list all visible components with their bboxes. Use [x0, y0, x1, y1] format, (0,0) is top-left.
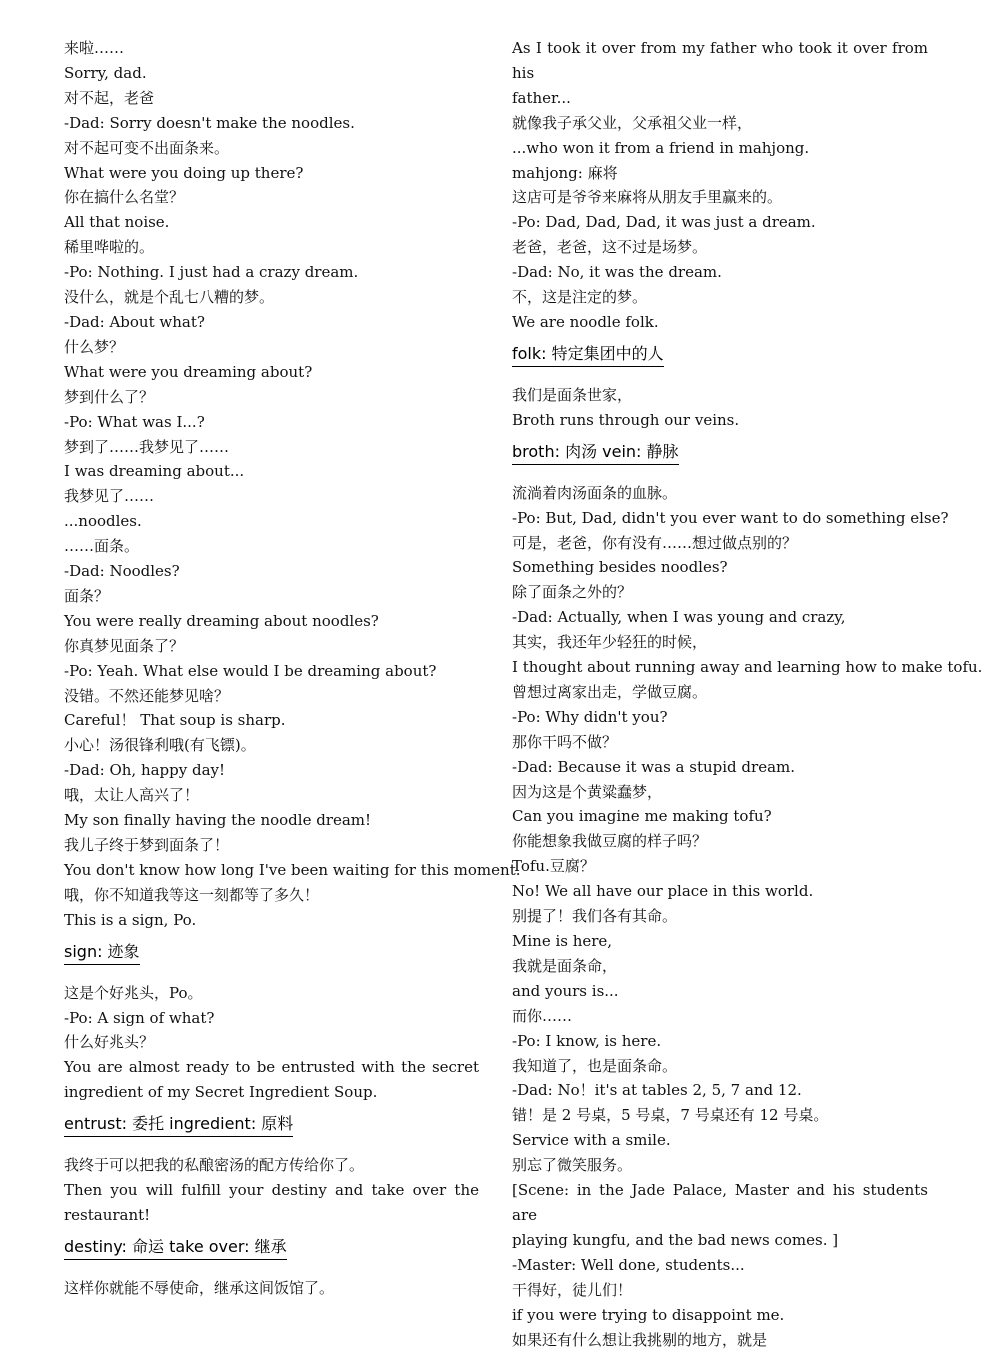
text-line: 没什么，就是个乱七八糟的梦。: [64, 285, 479, 310]
text-line: 来啦……: [64, 36, 479, 61]
text-line: ...who won it from a friend in mahjong.: [512, 136, 928, 161]
vocab-note-text: entrust: 委托 ingredient: 原料: [64, 1113, 293, 1137]
text-line: 什么好兆头？: [64, 1030, 479, 1055]
text-line: -Po: What was I...?: [64, 410, 479, 435]
vocab-note-text: folk: 特定集团中的人: [512, 343, 664, 367]
text-line: I thought about running away and learning how to make tofu.: [512, 655, 928, 680]
text-line: 那你干吗不做？: [512, 730, 928, 755]
vocab-note-text: sign: 迹象: [64, 941, 140, 965]
text-line: -Master: Well done, students...: [512, 1253, 928, 1278]
text-line: 你能想象我做豆腐的样子吗？: [512, 829, 928, 854]
text-line: father...: [512, 86, 928, 111]
text-line: 可是，老爸，你有没有……想过做点别的？: [512, 531, 928, 556]
text-line: 别提了！我们各有其命。: [512, 904, 928, 929]
text-line: if you were trying to disappoint me.: [512, 1303, 928, 1328]
text-line: 你真梦见面条了？: [64, 634, 479, 659]
text-line: Tofu.豆腐？: [512, 854, 928, 879]
vocab-note: [64, 933, 479, 981]
text-line: 就像我子承父业，父承祖父业一样，: [512, 111, 928, 136]
text-line: My son finally having the noodle dream!: [64, 808, 479, 833]
right-column: [512, 36, 928, 1352]
text-line: 因为这是个黄粱蠢梦，: [512, 780, 928, 805]
text-line: -Dad: No, it was the dream.: [512, 260, 928, 285]
text-line: No! We all have our place in this world.: [512, 879, 928, 904]
text-line: We are noodle folk.: [512, 310, 928, 335]
vocab-note: [64, 1105, 479, 1153]
left-column: [64, 36, 479, 1301]
text-line: -Dad: Because it was a stupid dream.: [512, 755, 928, 780]
vocab-note: [512, 335, 928, 383]
text-line: 我终于可以把我的私酿密汤的配方传给你了。: [64, 1153, 479, 1178]
text-line: 我们是面条世家，: [512, 383, 928, 408]
text-line: You don't know how long I've been waiting for this moment.: [64, 858, 479, 883]
text-line: -Po: Yeah. What else would I be dreaming about?: [64, 659, 479, 684]
vocab-note: [512, 433, 928, 481]
text-line: playing kungfu, and the bad news comes. ]: [512, 1228, 928, 1253]
text-line: 哦，太让人高兴了！: [64, 783, 479, 808]
text-line: -Po: But, Dad, didn't you ever want to do something else?: [512, 506, 928, 531]
vocab-note: [64, 1228, 479, 1276]
text-line: ……面条。: [64, 534, 479, 559]
text-line: 我知道了，也是面条命。: [512, 1054, 928, 1079]
vocab-note-text: destiny: 命运 take over: 继承: [64, 1236, 287, 1260]
text-line: -Po: Dad, Dad, Dad, it was just a dream.: [512, 210, 928, 235]
text-line: 什么梦？: [64, 335, 479, 360]
text-line: 除了面条之外的？: [512, 580, 928, 605]
text-line: 这店可是爷爷来麻将从朋友手里赢来的。: [512, 185, 928, 210]
text-line: -Dad: Sorry doesn't make the noodles.: [64, 111, 479, 136]
text-line: 稀里哗啦的。: [64, 235, 479, 260]
text-line: 小心！汤很锋利哦(有飞镖)。: [64, 733, 479, 758]
text-line: Then you will fulfill your destiny and take over the: [64, 1178, 479, 1203]
text-line: 而你……: [512, 1004, 928, 1029]
text-line: -Po: Nothing. I just had a crazy dream.: [64, 260, 479, 285]
text-line: 哦，你不知道我等这一刻都等了多久！: [64, 883, 479, 908]
text-line: ingredient of my Secret Ingredient Soup.: [64, 1080, 479, 1105]
text-line: 不，这是注定的梦。: [512, 285, 928, 310]
text-line: 对不起可变不出面条来。: [64, 136, 479, 161]
text-line: Mine is here,: [512, 929, 928, 954]
text-line: 你在搞什么名堂？: [64, 185, 479, 210]
text-line: mahjong: 麻将: [512, 161, 928, 186]
text-line: Service with a smile.: [512, 1128, 928, 1153]
text-line: 没错。不然还能梦见啥？: [64, 684, 479, 709]
text-line: 梦到什么了？: [64, 385, 479, 410]
text-line: 我儿子终于梦到面条了！: [64, 833, 479, 858]
text-line: Broth runs through our veins.: [512, 408, 928, 433]
text-line: 错！是 2 号桌，5 号桌，7 号桌还有 12 号桌。: [512, 1103, 928, 1128]
text-line: Careful！ That soup is sharp.: [64, 708, 479, 733]
text-line: 梦到了……我梦见了……: [64, 435, 479, 460]
text-line: 如果还有什么想让我挑剔的地方，就是: [512, 1328, 928, 1352]
text-line: What were you dreaming about?: [64, 360, 479, 385]
text-line: -Po: Why didn't you?: [512, 705, 928, 730]
vocab-note-text: broth: 肉汤 vein: 静脉: [512, 441, 679, 465]
text-line: restaurant!: [64, 1203, 479, 1228]
text-line: -Dad: No！it's at tables 2, 5, 7 and 12.: [512, 1078, 928, 1103]
text-line: -Dad: Actually, when I was young and crazy,: [512, 605, 928, 630]
text-line: I was dreaming about...: [64, 459, 479, 484]
text-line: ...noodles.: [64, 509, 479, 534]
text-line: 流淌着肉汤面条的血脉。: [512, 481, 928, 506]
text-line: 其实，我还年少轻狂的时候，: [512, 630, 928, 655]
text-line: -Dad: Noodles?: [64, 559, 479, 584]
text-line: 干得好，徒儿们！: [512, 1278, 928, 1303]
text-line: You are almost ready to be entrusted with the secret: [64, 1055, 479, 1080]
text-line: This is a sign, Po.: [64, 908, 479, 933]
text-line: You were really dreaming about noodles?: [64, 609, 479, 634]
text-line: 老爸，老爸，这不过是场梦。: [512, 235, 928, 260]
text-line: -Po: I know, is here.: [512, 1029, 928, 1054]
text-line: 我梦见了……: [64, 484, 479, 509]
text-line: -Po: A sign of what?: [64, 1006, 479, 1031]
text-line: Can you imagine me making tofu?: [512, 804, 928, 829]
text-line: 我就是面条命，: [512, 954, 928, 979]
text-line: [Scene: in the Jade Palace, Master and his students are: [512, 1178, 928, 1228]
text-line: -Dad: Oh, happy day!: [64, 758, 479, 783]
text-line: What were you doing up there?: [64, 161, 479, 186]
text-line: 别忘了微笑服务。: [512, 1153, 928, 1178]
text-line: Sorry, dad.: [64, 61, 479, 86]
text-line: As I took it over from my father who took it over from his: [512, 36, 928, 86]
text-line: 对不起，老爸: [64, 86, 479, 111]
text-line: 曾想过离家出走，学做豆腐。: [512, 680, 928, 705]
text-line: 这样你就能不辱使命，继承这间饭馆了。: [64, 1276, 479, 1301]
text-line: -Dad: About what?: [64, 310, 479, 335]
text-line: Something besides noodles?: [512, 555, 928, 580]
text-line: 这是个好兆头，Po。: [64, 981, 479, 1006]
text-line: and yours is...: [512, 979, 928, 1004]
text-line: 面条？: [64, 584, 479, 609]
text-line: All that noise.: [64, 210, 479, 235]
